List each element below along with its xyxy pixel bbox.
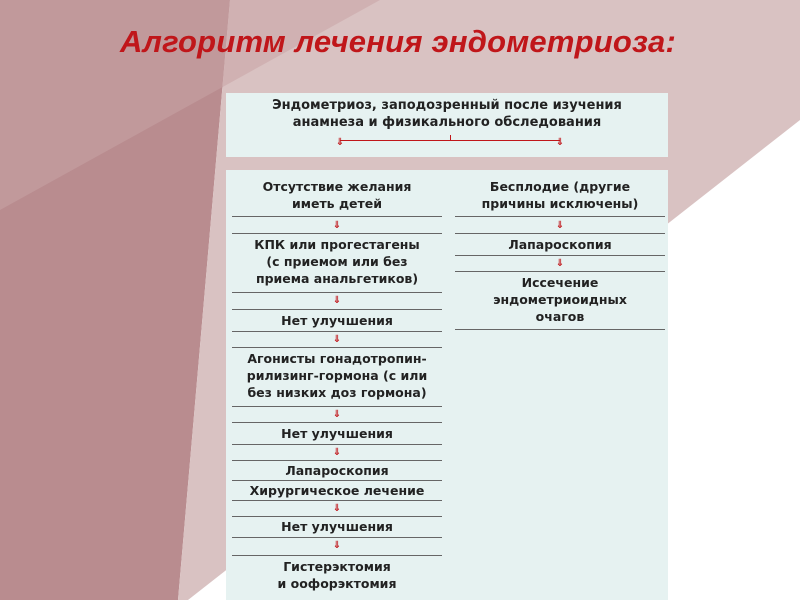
left-step-gnrh-agonists: Агонисты гонадотропин- рилизинг-гормона (с или без низких доз гормона) (246, 351, 428, 400)
right-arrow-icon: ⇓ (555, 258, 565, 269)
left-divider (232, 444, 442, 445)
right-divider (455, 271, 665, 272)
left-step-no-improvement-3: Нет улучшения (281, 519, 393, 534)
left-divider (232, 406, 442, 407)
left-arrow-icon: ⇓ (332, 220, 342, 231)
initial-condition-text (226, 97, 668, 131)
left-divider (232, 216, 442, 217)
right-step-laparoscopy: Лапароскопия (508, 237, 612, 252)
initial-condition-box (226, 93, 668, 157)
left-arrow-icon: ⇓ (332, 503, 342, 514)
right-step-infertility: Бесплодие (другие причины исключены) (481, 179, 639, 211)
left-divider (232, 460, 442, 461)
left-divider (232, 347, 442, 348)
left-divider (232, 292, 442, 293)
initial-condition-line2: анамнеза и физикального обследования (292, 115, 602, 130)
left-step-kpk-progestagens: КПК или прогестагены (с приемом или без приема анальгетиков) (254, 237, 420, 286)
left-arrow-icon: ⇓ (332, 447, 342, 458)
right-divider (455, 233, 665, 234)
left-step-no-desire-children: Отсутствие желания иметь детей (262, 179, 412, 211)
left-arrow-icon: ⇓ (332, 540, 342, 551)
branch-right-arrow-icon: ⇓ (555, 137, 565, 148)
left-divider (232, 537, 442, 538)
right-divider (455, 329, 665, 330)
left-step-no-improvement-1: Нет улучшения (281, 313, 393, 328)
right-divider (455, 255, 665, 256)
left-divider (232, 309, 442, 310)
left-step-hysterectomy: Гистерэктомия и оофорэктомия (277, 559, 397, 591)
right-arrow-icon: ⇓ (555, 220, 565, 231)
left-divider (232, 422, 442, 423)
left-divider (232, 516, 442, 517)
left-divider (232, 500, 442, 501)
initial-condition-line1: Эндометриоз, заподозренный после изучения (272, 98, 622, 113)
treatment-paths-box (226, 170, 668, 600)
left-divider (232, 480, 442, 481)
left-arrow-icon: ⇓ (332, 334, 342, 345)
right-step-excision: Иссечение эндометриоидных очагов (493, 275, 627, 324)
page-title: Алгоритм лечения эндометриоза: (120, 24, 676, 59)
branch-left-arrow-icon: ⇓ (335, 137, 345, 148)
left-step-no-improvement-2: Нет улучшения (281, 426, 393, 441)
left-divider (232, 233, 442, 234)
left-divider (232, 331, 442, 332)
left-arrow-icon: ⇓ (332, 409, 342, 420)
left-arrow-icon: ⇓ (332, 295, 342, 306)
left-step-laparoscopy: Лапароскопия (285, 463, 389, 478)
left-step-surgical-treatment: Хирургическое лечение (249, 483, 425, 498)
left-divider (232, 555, 442, 556)
right-divider (455, 216, 665, 217)
branch-stem (450, 135, 451, 141)
